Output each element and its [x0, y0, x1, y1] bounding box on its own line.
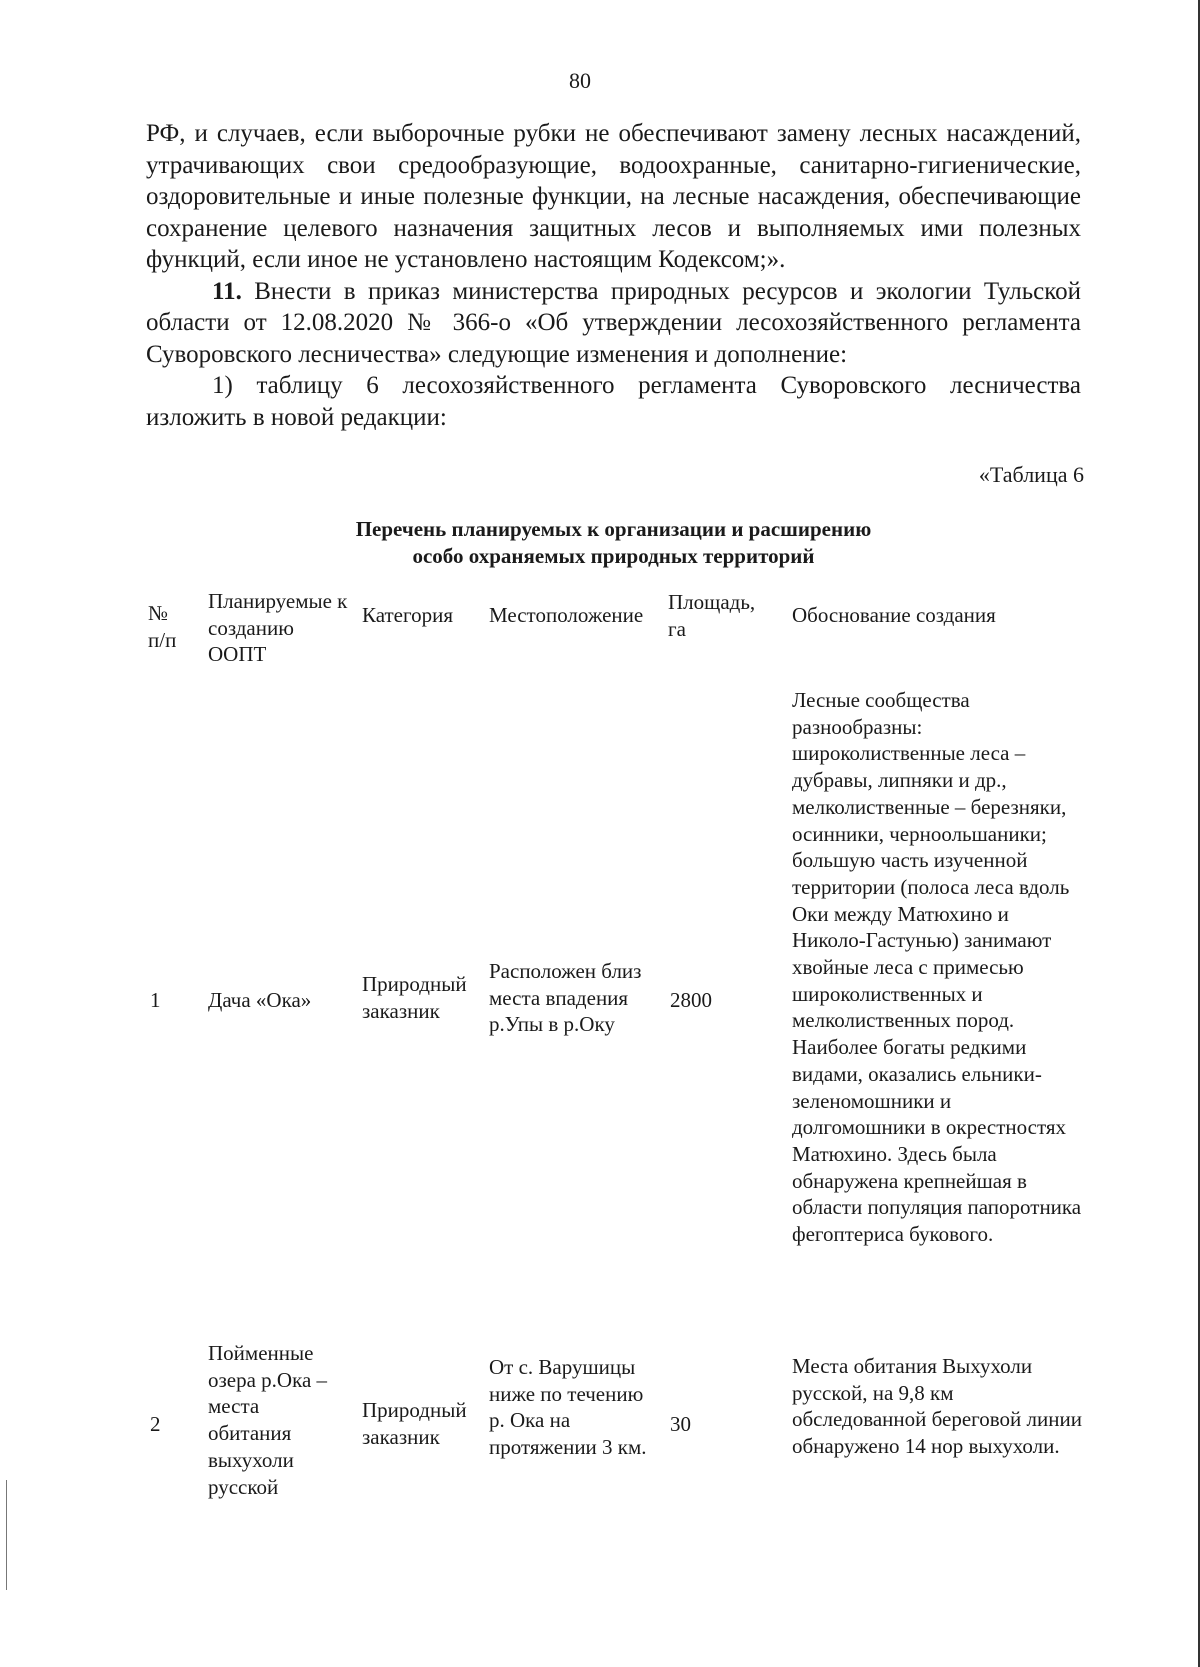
item-number: 11. — [212, 277, 242, 305]
paragraph-subitem-1: 1) таблицу 6 лесохозяйственного регламента Суворовского лесничества изложить в новой редакции: — [146, 372, 1081, 431]
row-1-num: 1 — [150, 987, 161, 1012]
row-2-area: 30 — [670, 1411, 691, 1436]
row-2-location: От с. Варушицы ниже по течению р. Ока на протяжении 3 км. — [489, 1355, 647, 1460]
row-1-category: Природный заказник — [362, 972, 467, 1023]
header-category: Категория — [362, 602, 453, 627]
row-2-name: Пойменные озера р.Ока – места обитания выхухоли русской — [208, 1341, 328, 1499]
scan-margin-mark — [6, 1480, 7, 1590]
paragraph-item-11 — [146, 276, 1081, 371]
table-title-line-2: особо охраняемых природных территорий — [412, 544, 815, 568]
row-2-reason: Места обитания Выхухоли русской, на 9,8 км обследованной береговой линии обнаружено 14 нор выхухоли. — [792, 1354, 1082, 1459]
item-11-text: Внести в приказ министерства природных ресурсов и экологии Тульской области от 12.08.2020 № 366-о «Об утверждении лесохозяйственного регламента Суворовского лесничества» следующие изменения и дополнение: — [146, 277, 1081, 368]
row-1-area: 2800 — [670, 987, 712, 1012]
table-title-line-1: Перечень планируемых к организации и расширению — [355, 517, 872, 541]
row-1-reason: Лесные сообщества разнообразны: широколиственные леса – дубравы, липняки и др., мелколиственные – березняки, осинники, черноольшаники; большую часть изученной территории (полоса леса вдоль Оки между Матюхино и Николо-Гастунью) занимают хвойные леса с примесью широколиственных и мелколиственных пород. Наиболее богаты редкими видами, оказались ельники-зеленомошники и долгомошники в окрестностях Матюхино. Здесь была обнаружена крепнейшая в области популяция папоротника фегоптериса букового. — [792, 688, 1082, 1247]
header-num: № п/п — [148, 601, 177, 652]
header-location: Местоположение — [489, 602, 644, 627]
page-number: 80 — [569, 68, 591, 93]
header-name: Планируемые к созданию ООПТ — [208, 588, 348, 667]
table-title — [146, 516, 1081, 570]
body-text — [146, 118, 1081, 433]
row-2-num: 2 — [150, 1411, 161, 1436]
paragraph-continuation: РФ, и случаев, если выборочные рубки не обеспечивают замену лесных насаждений, утрачивающих свои средообразующие, водоохранные, санитарно-гигиенические, оздоровительные и иные полезные функции, на лесные насаждения, обеспечивающие сохранение целевого назначения защитных лесов и выполняемых ими полезных функций, если иное не установлено настоящим Кодексом;». — [146, 120, 1081, 273]
row-2-category: Природный заказник — [362, 1398, 467, 1449]
row-1-location: Расположен близ места впадения р.Упы в р.Оку — [489, 959, 642, 1037]
table-reference: «Таблица 6 — [978, 462, 1084, 487]
row-1-name: Дача «Ока» — [208, 987, 312, 1012]
header-area: Площадь, га — [668, 590, 756, 641]
header-reason: Обоснование создания — [792, 602, 996, 627]
